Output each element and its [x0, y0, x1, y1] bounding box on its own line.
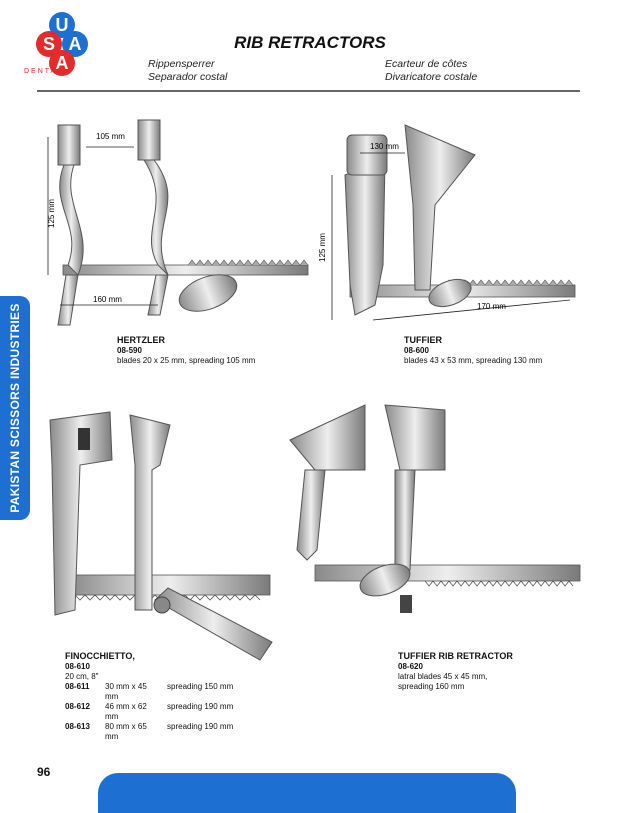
side-tab	[0, 296, 30, 520]
hertzler-dim-length: 160 mm	[93, 295, 122, 304]
tuffier-rib-desc2: spreading 160 mm	[398, 682, 465, 691]
hertzler-caption	[117, 335, 255, 366]
logo-letter-s: S	[36, 31, 62, 57]
subtitle-french: Ecarteur de côtes	[385, 58, 468, 70]
logo-letter-u: U	[49, 12, 75, 38]
subtitle-german: Rippensperrer	[148, 58, 215, 70]
tuffier-code: 08-600	[404, 346, 429, 355]
hertzler-dim-width: 105 mm	[96, 132, 125, 141]
variant-blades: 80 mm x 65 mm	[105, 722, 147, 741]
page-title: RIB RETRACTORS	[234, 33, 386, 52]
finocchietto-size: 20 cm, 8"	[65, 672, 99, 681]
subtitle-right	[385, 58, 477, 84]
tuffier-desc: blades 43 x 53 mm, spreading 130 mm	[404, 356, 543, 365]
subtitle-left	[148, 58, 227, 84]
header-rule	[37, 90, 580, 92]
variant-row	[65, 682, 233, 702]
variant-code: 08-613	[65, 722, 90, 731]
hertzler-name: HERTZLER	[117, 335, 165, 345]
tuffier-rib-name: TUFFIER RIB RETRACTOR	[398, 651, 513, 661]
tuffier-dim-length: 170 mm	[477, 302, 506, 311]
logo-dental-text: DENTAL	[24, 68, 64, 75]
hertzler-dim-height: 125 mm	[47, 199, 56, 228]
variant-spread: spreading 150 mm	[167, 682, 234, 691]
hertzler-illustration	[38, 115, 323, 335]
tuffier-illustration	[318, 115, 585, 330]
variant-blades: 30 mm x 45 mm	[105, 682, 147, 701]
finocchietto-illustration	[40, 410, 280, 650]
page-number: 96	[37, 765, 51, 779]
variant-blades: 46 mm x 62 mm	[105, 702, 147, 721]
tuffier-rib-illustration	[285, 400, 585, 625]
tuffier-dim-width: 130 mm	[370, 142, 399, 151]
variant-spread: spreading 190 mm	[167, 702, 234, 711]
tuffier-rib-code: 08-620	[398, 662, 423, 671]
footer-bar	[98, 773, 516, 813]
variant-spread: spreading 190 mm	[167, 722, 234, 731]
finocchietto-code: 08-610	[65, 662, 90, 671]
tuffier-rib-desc1: latral blades 45 x 45 mm,	[398, 672, 488, 681]
side-tab-label: PAKISTAN SCISSORS INDUSTRIES	[8, 303, 22, 513]
variant-code: 08-611	[65, 682, 90, 691]
finocchietto-caption	[65, 651, 233, 742]
tuffier-dim-height: 125 mm	[318, 233, 327, 262]
logo-letter-a1: A	[62, 31, 88, 57]
logo-letter-a2: A	[49, 50, 75, 76]
tuffier-name: TUFFIER	[404, 335, 442, 345]
variant-code: 08-612	[65, 702, 90, 711]
subtitle-italian: Divaricatore costale	[385, 71, 478, 83]
subtitle-spanish: Separador costal	[148, 71, 228, 83]
hertzler-desc: blades 20 x 25 mm, spreading 105 mm	[117, 356, 256, 365]
finocchietto-name: FINOCCHIETTO,	[65, 651, 135, 661]
usa-dental-logo	[22, 12, 102, 78]
variant-row	[65, 702, 233, 722]
variant-row	[65, 722, 233, 742]
tuffier-rib-caption	[398, 651, 513, 692]
hertzler-code: 08-590	[117, 346, 142, 355]
tuffier-caption	[404, 335, 542, 366]
